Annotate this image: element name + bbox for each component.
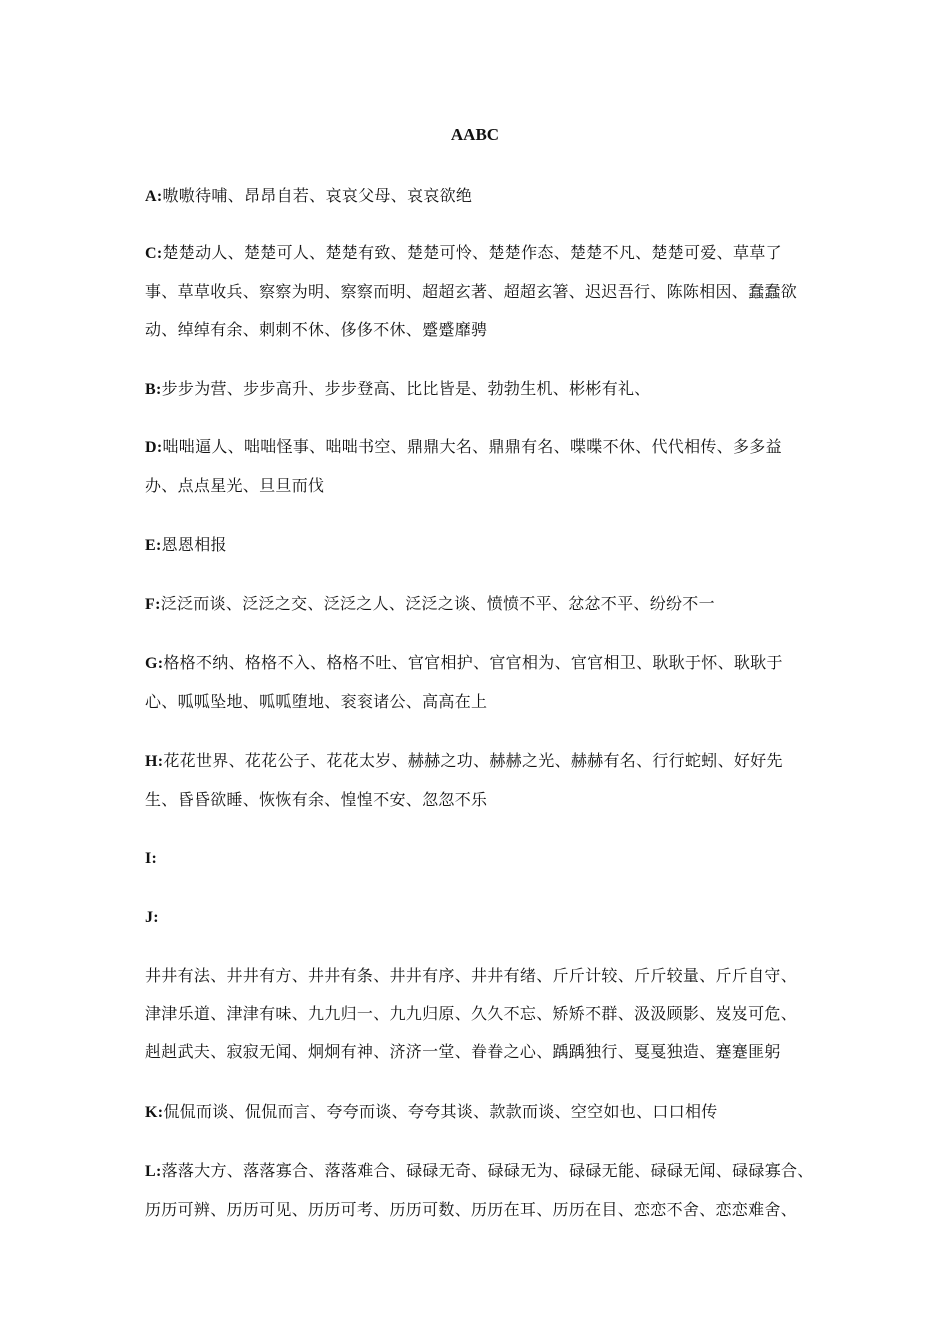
section-f	[145, 585, 813, 624]
section-letter: A:	[145, 188, 163, 205]
section-f-line-1	[145, 585, 813, 624]
section-letter: J:	[145, 909, 159, 926]
section-a	[145, 177, 813, 216]
section-j-line-1: 井井有法、井井有方、井井有条、井井有序、井井有绪、斤斤计较、斤斤较量、斤斤自守、	[145, 966, 798, 985]
section-g	[145, 644, 813, 721]
section-l	[145, 1152, 813, 1229]
document-title: AABC	[450, 125, 500, 144]
section-text: 落落大方、落落寡合、落落难合、碌碌无奇、碌碌无为、碌碌无能、碌碌无闻、碌碌寡合、	[161, 1161, 814, 1180]
section-b-line-1	[145, 370, 813, 409]
section-i	[145, 840, 813, 878]
section-h-line-2: 生、昏昏欲睡、恢恢有余、惶惶不安、忽忽不乐	[145, 790, 488, 809]
section-k-line-1	[145, 1093, 813, 1132]
section-c-line-2: 事、草草收兵、察察为明、察察而明、超超玄著、超超玄箸、迟迟吾行、陈陈相因、蠢蠢欲	[145, 282, 798, 301]
section-j-list	[145, 957, 813, 1071]
section-k	[145, 1093, 813, 1132]
section-text: 花花世界、花花公子、花花太岁、赫赫之功、赫赫之光、赫赫有名、行行蛇蚓、好好先	[163, 751, 783, 770]
section-b	[145, 370, 813, 409]
section-g-line-2: 心、呱呱坠地、呱呱堕地、衮衮诸公、高高在上	[145, 692, 488, 711]
section-a-line-1	[145, 177, 813, 216]
section-letter: I:	[145, 850, 158, 867]
section-letter: K:	[145, 1104, 164, 1121]
section-letter: D:	[145, 439, 163, 456]
section-c	[145, 234, 813, 349]
section-e	[145, 526, 813, 565]
section-d-line-2: 办、点点星光、旦旦而伐	[145, 476, 325, 495]
section-text: 格格不纳、格格不入、格格不吐、官官相护、官官相为、官官相卫、耿耿于怀、耿耿于	[163, 653, 783, 672]
section-text: 步步为营、步步高升、步步登高、比比皆是、勃勃生机、彬彬有礼、	[161, 379, 651, 398]
section-c-line-3: 动、绰绰有余、刺刺不休、侈侈不休、蹙蹙靡骋	[145, 320, 488, 339]
section-letter: C:	[145, 245, 163, 262]
section-letter: B:	[145, 381, 162, 398]
section-text: 咄咄逼人、咄咄怪事、咄咄书空、鼎鼎大名、鼎鼎有名、喋喋不休、代代相传、多多益	[162, 437, 782, 456]
section-c-line-1	[145, 234, 813, 273]
section-j-line-2: 津津乐道、津津有味、九九归一、九九归原、久久不忘、矫矫不群、汲汲顾影、岌岌可危、	[145, 1004, 798, 1023]
section-text: 泛泛而谈、泛泛之交、泛泛之人、泛泛之谈、愤愤不平、忿忿不平、纷纷不一	[160, 594, 715, 613]
section-d	[145, 428, 813, 505]
section-text: 嗷嗷待哺、昂昂自若、哀哀父母、哀哀欲绝	[162, 186, 473, 205]
section-text: 楚楚动人、楚楚可人、楚楚有致、楚楚可怜、楚楚作态、楚楚不凡、楚楚可爱、草草了	[162, 243, 782, 262]
section-h	[145, 742, 813, 819]
section-h-line-1	[145, 742, 813, 781]
section-letter: H:	[145, 753, 164, 770]
section-e-line-1	[145, 526, 813, 565]
section-l-line-1	[145, 1152, 813, 1191]
section-letter: E:	[145, 537, 162, 554]
section-letter: G:	[145, 655, 164, 672]
section-j	[145, 899, 813, 937]
section-l-line-2: 历历可辨、历历可见、历历可考、历历可数、历历在耳、历历在目、恋恋不舍、恋恋难舍、	[145, 1200, 798, 1219]
section-text: 恩恩相报	[161, 535, 227, 554]
section-letter: F:	[145, 596, 161, 613]
section-j-line-3: 赳赳武夫、寂寂无闻、炯炯有神、济济一堂、眷眷之心、踽踽独行、戛戛独造、蹇蹇匪躬	[145, 1042, 781, 1061]
section-d-line-1	[145, 428, 813, 467]
section-letter: L:	[145, 1163, 162, 1180]
section-text: 侃侃而谈、侃侃而言、夸夸而谈、夸夸其谈、款款而谈、空空如也、口口相传	[163, 1102, 718, 1121]
section-g-line-1	[145, 644, 813, 683]
